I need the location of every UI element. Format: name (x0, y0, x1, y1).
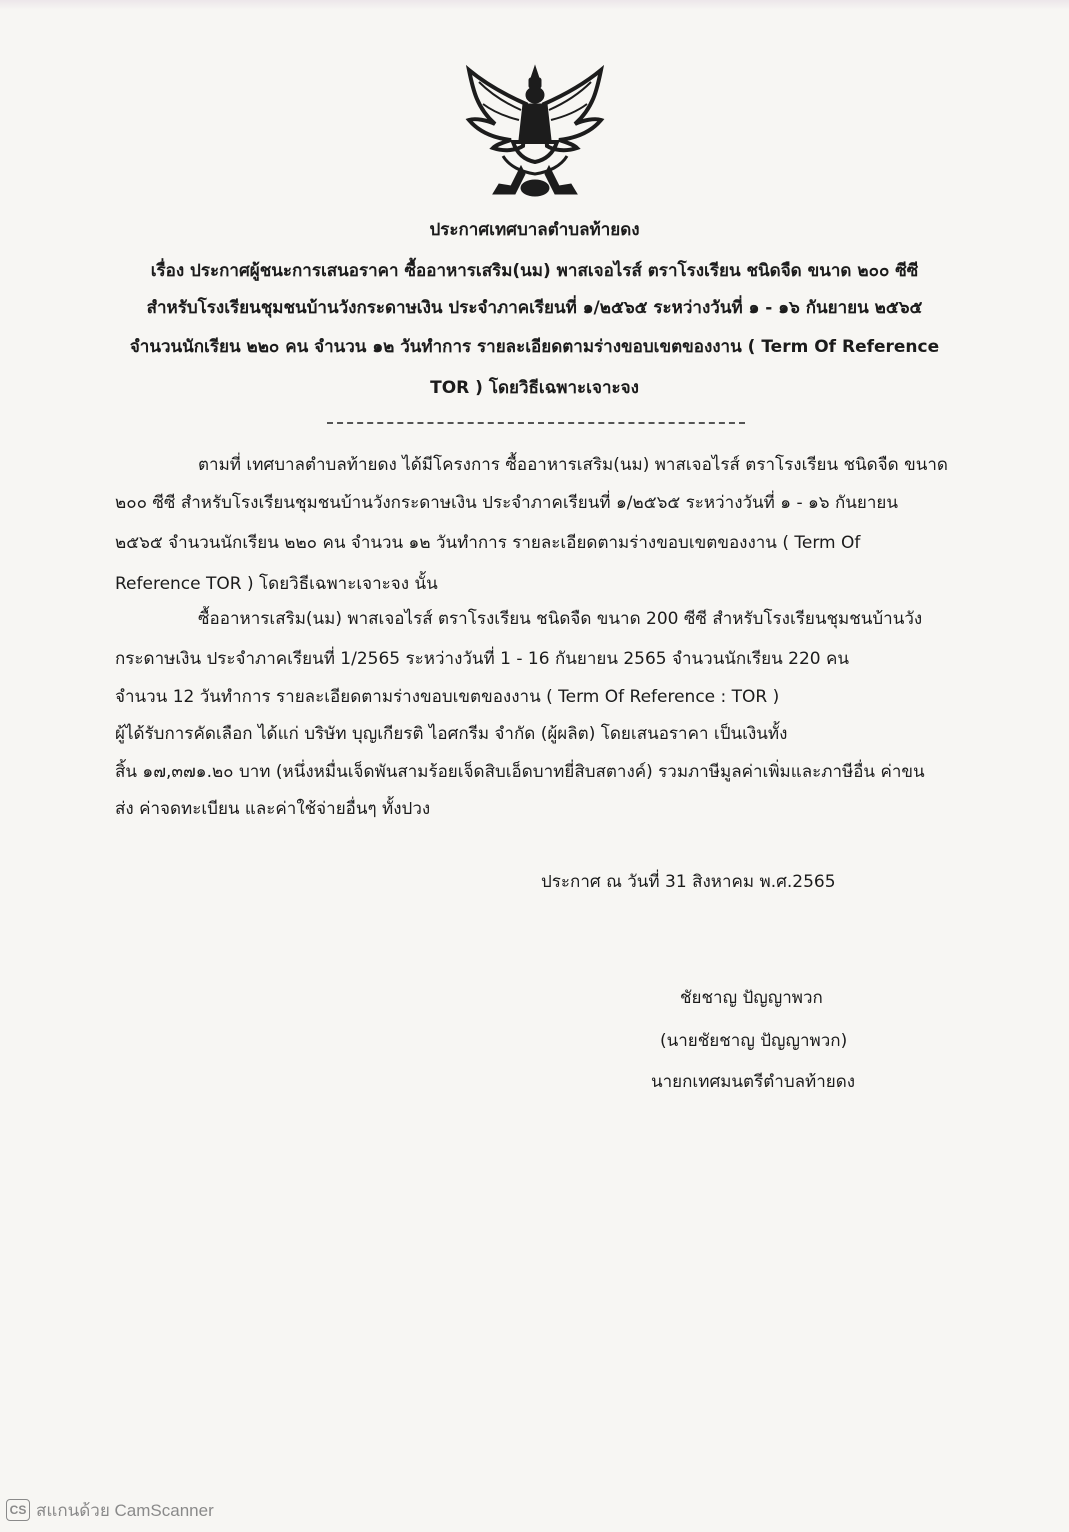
page-top-edge (0, 0, 1069, 10)
subject-line: TOR ) โดยวิธีเฉพาะเจาะจง (430, 378, 639, 398)
subject-line: เรื่อง ประกาศผู้ชนะการเสนอราคา ซื้ออาหารเสริม(นม) พาสเจอไรส์ ตราโรงเรียน ชนิดจืด ขนาด ๒๐๐ ซีซี (150, 261, 919, 281)
body-text-line: ตามที่ เทศบาลตำบลท้ายดง ได้มีโครงการ ซื้ออาหารเสริม(นม) พาสเจอไรส์ ตราโรงเรียน ชนิดจืด ขนาด (198, 455, 948, 475)
signer-printed-name: (นายชัยชาญ ปัญญาพวก) (660, 1031, 848, 1051)
body-text-line: กระดาษเงิน ประจำภาคเรียนที่ 1/2565 ระหว่างวันที่ 1 - 16 กันยายน 2565 จำนวนนักเรียน 220 คน (115, 649, 849, 669)
body-text-line: ผู้ได้รับการคัดเลือก ได้แก่ บริษัท บุญเกียรติ ไอศกรีม จำกัด (ผู้ผลิต) โดยเสนอราคา เป็นเงินทั้ง (115, 724, 788, 744)
body-text-line: ซื้ออาหารเสริม(นม) พาสเจอไรส์ ตราโรงเรียน ชนิดจืด ขนาด 200 ซีซี สำหรับโรงเรียนชุมชนบ้านวัง (198, 609, 923, 629)
signer-position: นายกเทศมนตรีตำบลท้ายดง (651, 1072, 856, 1092)
subject-line: สำหรับโรงเรียนชุมชนบ้านวังกระดาษเงิน ประจำภาคเรียนที่ ๑/๒๕๖๕ ระหว่างวันที่ ๑ - ๑๖ กันยายน ๒๕๖๕ (146, 298, 923, 318)
camscanner-logo-icon: CS (6, 1499, 30, 1521)
subject-line: จำนวนนักเรียน ๒๒๐ คน จำนวน ๑๒ วันทำการ รายละเอียดตามร่างขอบเขตของงาน ( Term Of Reference (129, 337, 940, 357)
body-text-line: ๒๐๐ ซีซี สำหรับโรงเรียนชุมชนบ้านวังกระดาษเงิน ประจำภาคเรียนที่ ๑/๒๕๖๕ ระหว่างวันที่ ๑ - ๑๖ กันยายน (115, 493, 898, 513)
garuda-emblem-icon (459, 62, 611, 202)
body-text-line: จำนวน 12 วันทำการ รายละเอียดตามร่างขอบเขตของงาน ( Term Of Reference : TOR ) (115, 687, 780, 707)
signature-name: ชัยชาญ ปัญญาพวก (680, 988, 823, 1008)
document-title: ประกาศเทศบาลตำบลท้ายดง (429, 220, 640, 240)
dashed-divider (327, 422, 745, 424)
body-text-line: Reference TOR ) โดยวิธีเฉพาะเจาะจง นั้น (115, 574, 438, 594)
camscanner-watermark (6, 1498, 214, 1522)
announcement-date: ประกาศ ณ วันที่ 31 สิงหาคม พ.ศ.2565 (541, 872, 836, 892)
body-text-line: สิ้น ๑๗,๓๗๑.๒๐ บาท (หนึ่งหมื่นเจ็ดพันสามร้อยเจ็ดสิบเอ็ดบาทยี่สิบสตางค์) รวมภาษีมูลค่าเพิ่มและภาษีอื่น ค่าขน (115, 762, 925, 782)
camscanner-text: สแกนด้วย CamScanner (36, 1500, 214, 1520)
body-text-line: ส่ง ค่าจดทะเบียน และค่าใช้จ่ายอื่นๆ ทั้งปวง (115, 799, 431, 819)
body-text-line: ๒๕๖๕ จำนวนนักเรียน ๒๒๐ คน จำนวน ๑๒ วันทำการ รายละเอียดตามร่างขอบเขตของงาน ( Term Of (115, 533, 861, 553)
